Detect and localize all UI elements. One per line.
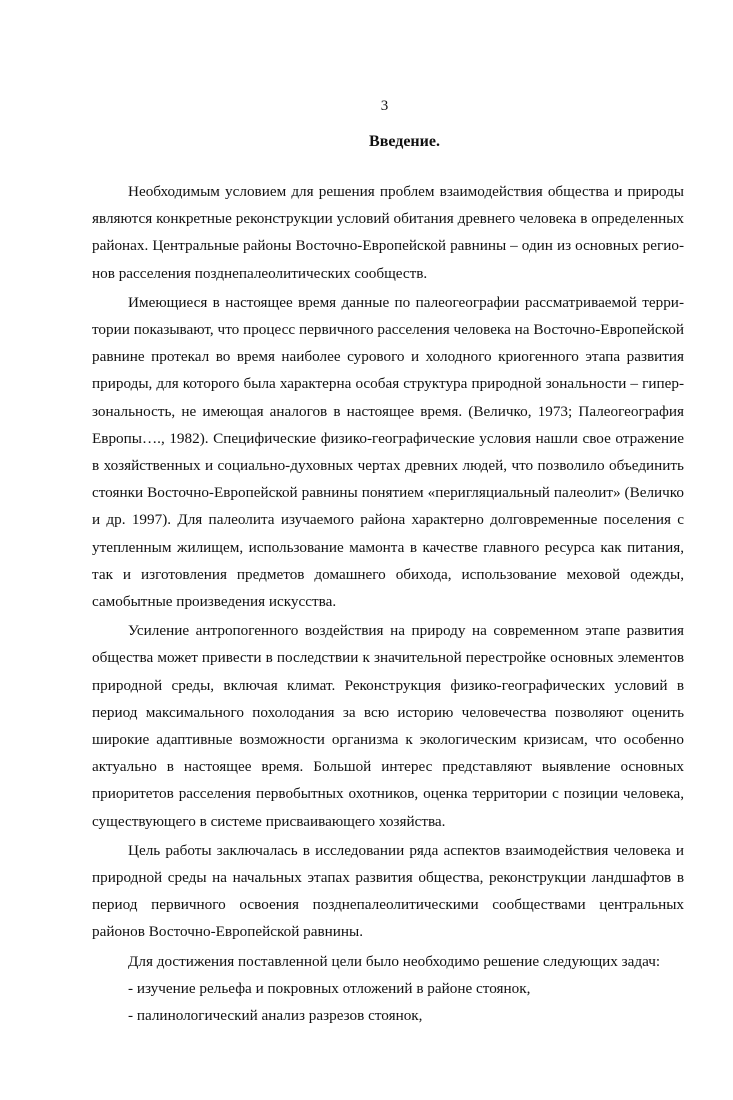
paragraph-5: Для достижения поставленной цели было необходимо решение следующих задач:: [128, 952, 661, 970]
paragraph-2: Имеющиеся в настоящее время данные по палеогеографии рассматриваемой территории показывают, что процесс первичного расселения человека на Восточно-Европейской равнине протекал во время наиболее сурового и холодного криогенного этапа развития природы, для которого была характерна особая структура природной зональности – гиперзональность, не имеющая аналогов в настоящее время. (Величко, 1973; Палеогеография Европы…., 1982). Специфические физико-географические условия нашли свое отражение в хозяйственных и социально-духовных чертах древних людей, что позволило объединить стоянки Восточно-Европейской равнины понятием «перигляциальный палеолит» (Величко и др. 1997). Для палеолита изучаемого района характерно долговременные поселения с утепленным жилищем, использование мамонта в качестве главного ресурса как питания, так и изготовления предметов домашнего обихода, использование меховой одежды, самобытные произведения искусства.: [92, 293, 684, 611]
paragraph-4: Цель работы заключалась в исследовании ряда аспектов взаимодействия человека и природной среды на начальных этапах развития общества, реконструкции ландшафтов в период первичного освоения позднепалеолитическими сообществами центральных районов Восточно-Европейской равнины.: [92, 841, 684, 941]
page-number: 3: [380, 98, 389, 114]
list-item-1: - изучение рельефа и покровных отложений в районе стоянок,: [128, 979, 531, 997]
paragraph-3: Усиление антропогенного воздействия на природу на современном этапе развития общества может привести в последствии к значительной перестройке основных элементов природной среды, включая климат. Реконструкция физико-географических условий в период максимального похолодания за всю историю человечества позволяют оценить широкие адаптивные возможности организма к экологическим кризисам, что особенно актуально в настоящее время. Большой интерес представляют выявление основных приоритетов расселения первобытных охотников, оценка территории с позиции человека, существующего в системе присваивающего хозяйства.: [92, 622, 684, 830]
document-body: [92, 178, 684, 1029]
list-item-2: - палинологический анализ разрезов стоянок,: [128, 1007, 423, 1025]
section-heading: Введение.: [369, 133, 440, 150]
paragraph-1: Необходимым условием для решения проблем взаимодействия общества и природы являются конкретные реконструкции условий обитания древнего человека в определенных районах. Центральные районы Восточно-Европейской равнины – один из основных регионов расселения позднепалеолитических сообществ.: [92, 183, 684, 282]
